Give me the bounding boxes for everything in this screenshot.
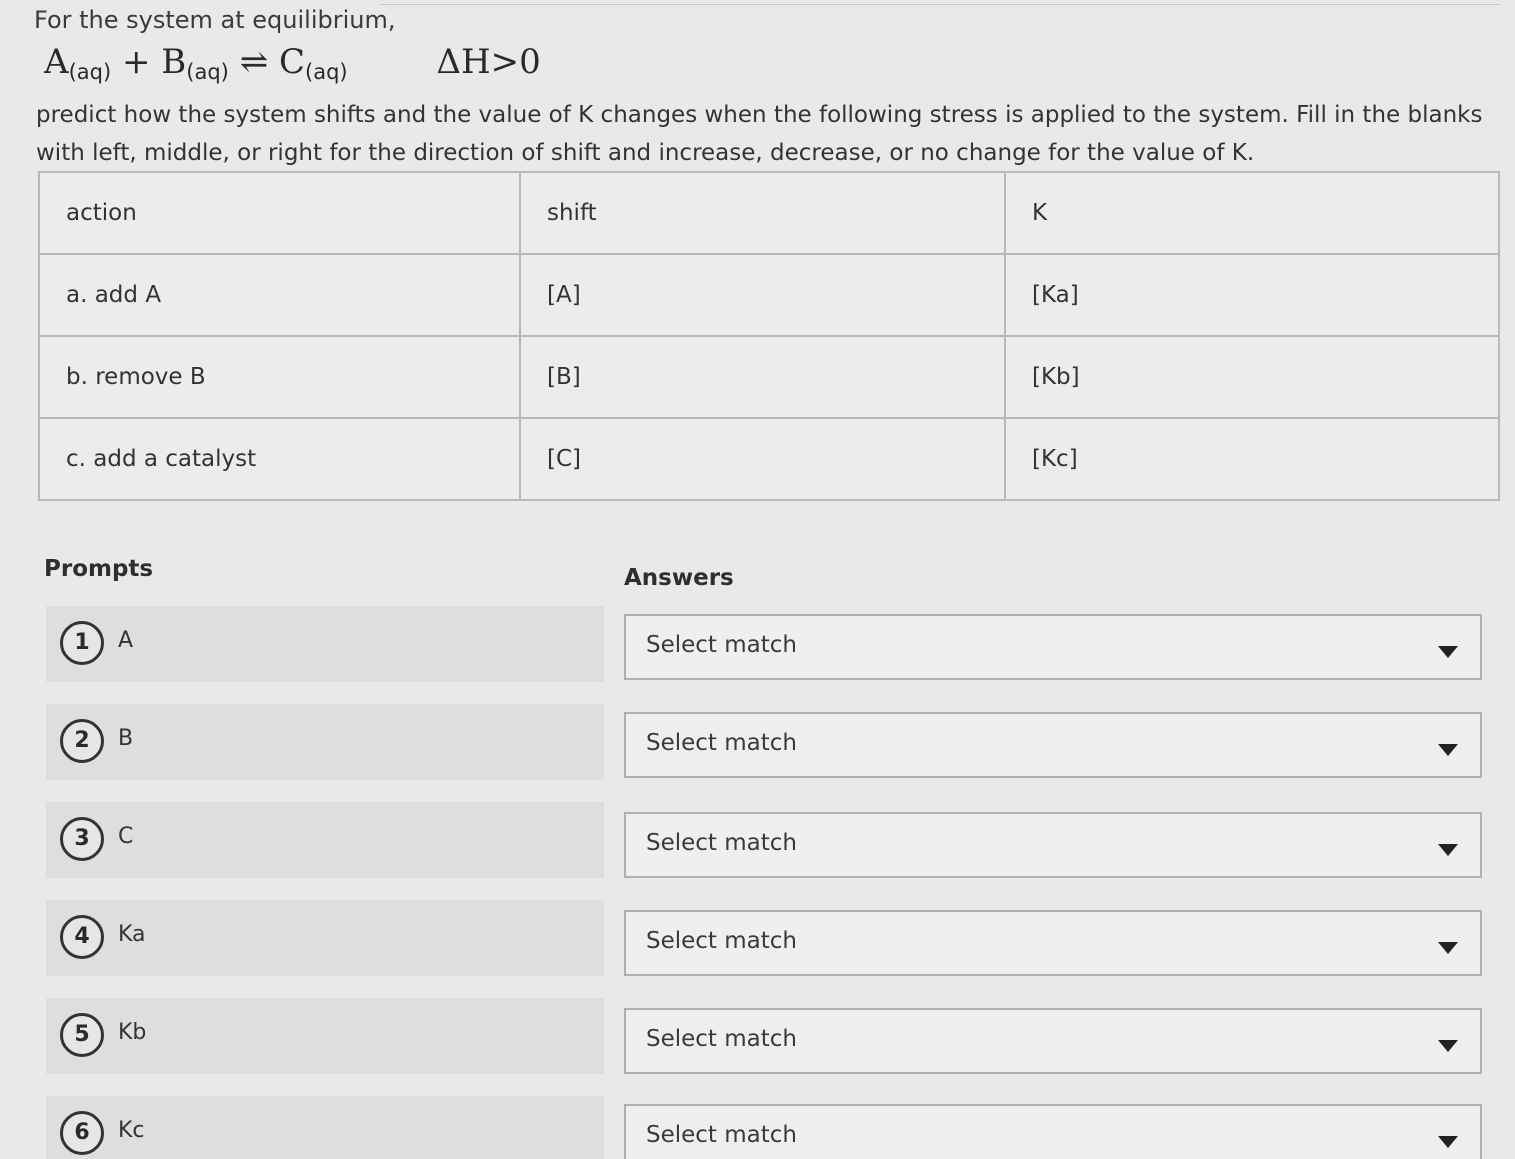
divider [380,4,1500,5]
prompt-item-4 [46,900,604,976]
phase-b: (aq) [186,60,229,84]
equilibrium-arrow: ⇌ [239,42,269,82]
answer-dropdown-6[interactable] [624,1104,1482,1159]
cell-action: a. add A [39,254,520,336]
table-row [39,418,1499,500]
answer-selected-value: Select match [646,1026,798,1052]
header-k: K [1005,172,1499,254]
species-c: C [279,42,306,82]
prompt-label: Ka [118,922,146,947]
cell-k-blank: [Kb] [1005,336,1499,418]
prompt-number-badge: 4 [60,915,104,959]
plus-sign: + [121,42,151,82]
caret-down-icon [1438,744,1458,756]
prompt-number-badge: 1 [60,621,104,665]
cell-k-blank: [Kc] [1005,418,1499,500]
prompt-number-badge: 2 [60,719,104,763]
answer-selected-value: Select match [646,1122,798,1148]
prompt-label: B [118,726,134,751]
answer-selected-value: Select match [646,928,798,954]
answer-dropdown-3[interactable] [624,812,1482,878]
stress-table [38,171,1500,501]
answer-selected-value: Select match [646,830,798,856]
reaction-equation [44,42,541,84]
prompt-label: Kc [118,1118,145,1143]
answers-heading: Answers [624,565,734,591]
header-action: action [39,172,520,254]
prompt-number-badge: 5 [60,1013,104,1057]
caret-down-icon [1438,1136,1458,1148]
cell-shift-blank: [C] [520,418,1005,500]
prompt-label: C [118,824,134,849]
cell-action: b. remove B [39,336,520,418]
prompt-item-2 [46,704,604,780]
prompt-label: Kb [118,1020,147,1045]
cell-k-blank: [Ka] [1005,254,1499,336]
header-shift: shift [520,172,1005,254]
prompts-heading: Prompts [44,556,154,582]
prompt-item-1 [46,606,604,682]
question-intro: For the system at equilibrium, [34,6,396,34]
prompt-number-badge: 6 [60,1111,104,1155]
answer-dropdown-1[interactable] [624,614,1482,680]
cell-shift-blank: [B] [520,336,1005,418]
caret-down-icon [1438,942,1458,954]
table-row [39,336,1499,418]
caret-down-icon [1438,1040,1458,1052]
answer-dropdown-4[interactable] [624,910,1482,976]
prompt-item-5 [46,998,604,1074]
enthalpy-change: ΔH>0 [436,42,541,82]
cell-action: c. add a catalyst [39,418,520,500]
caret-down-icon [1438,844,1458,856]
question-instructions: predict how the system shifts and the value of K changes when the following stress is applied to the system. Fill in the blanks with left, middle, or right for the direction of shift and increase, decrease, or no change for the value of K. [36,102,1483,166]
prompt-number-badge: 3 [60,817,104,861]
caret-down-icon [1438,646,1458,658]
species-a: A [44,42,69,82]
phase-c: (aq) [305,60,348,84]
table-header-row [39,172,1499,254]
answer-selected-value: Select match [646,632,798,658]
prompt-item-3 [46,802,604,878]
answer-dropdown-5[interactable] [624,1008,1482,1074]
phase-a: (aq) [68,60,112,84]
species-b: B [161,42,187,82]
table-row [39,254,1499,336]
answer-dropdown-2[interactable] [624,712,1482,778]
answer-selected-value: Select match [646,730,798,756]
cell-shift-blank: [A] [520,254,1005,336]
prompt-label: A [118,628,134,653]
prompt-item-6 [46,1096,604,1159]
